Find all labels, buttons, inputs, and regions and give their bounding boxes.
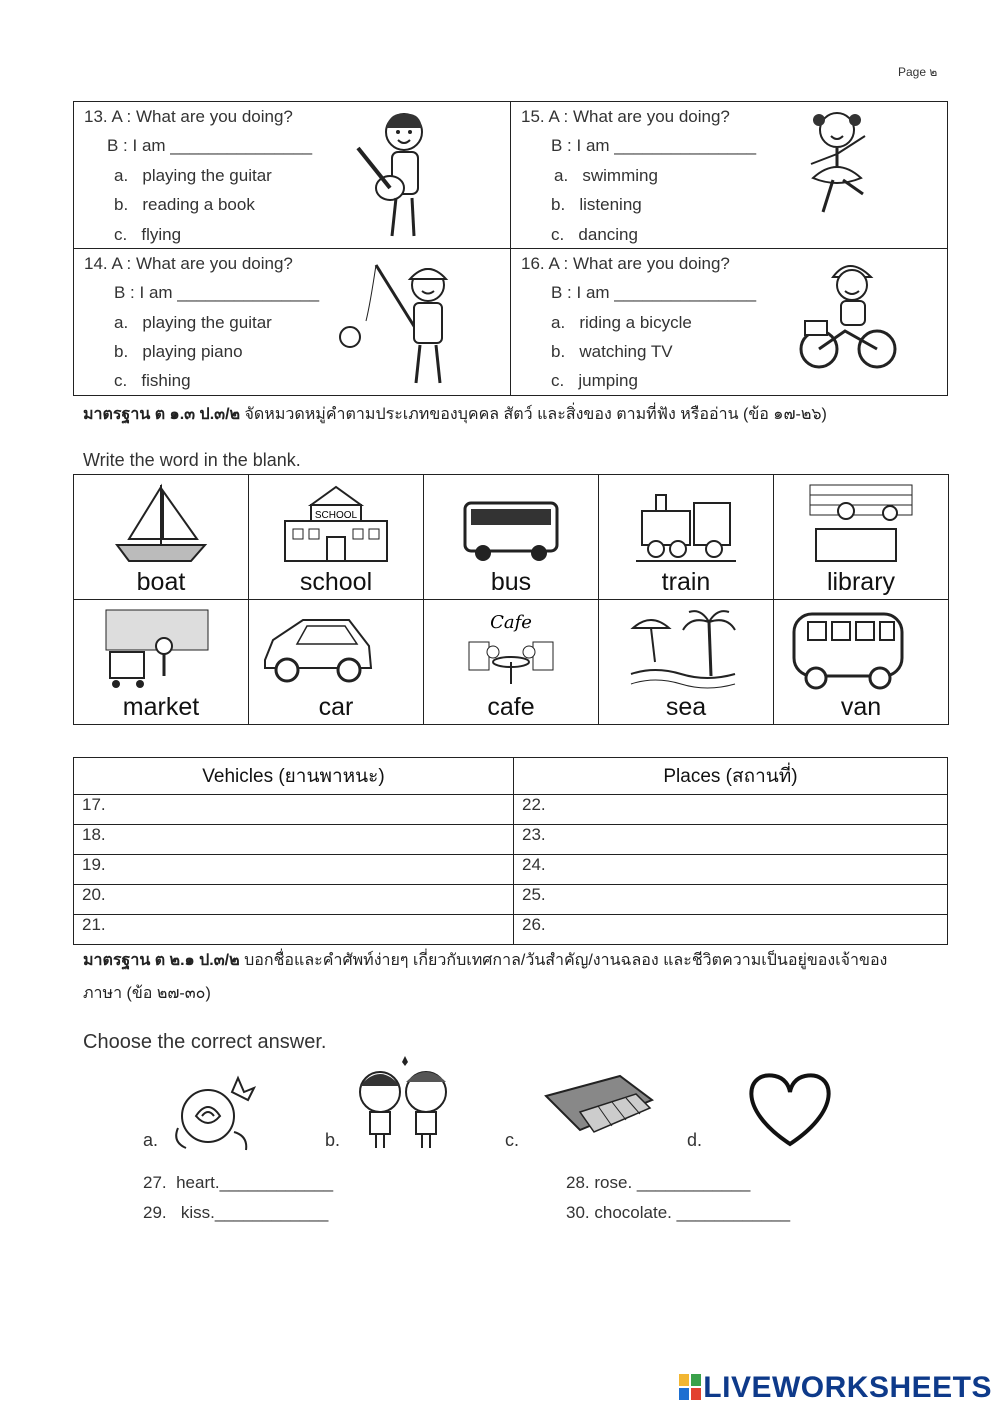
option-b[interactable]: listening (579, 195, 642, 214)
market-icon (102, 606, 212, 690)
logo-text: LIVEWORKSHEETS (703, 1371, 992, 1404)
option-a[interactable]: playing the guitar (142, 313, 272, 332)
question-number: 15. (521, 107, 545, 126)
school-building-icon (281, 481, 391, 565)
girl-dancing-ballet-icon (793, 108, 879, 220)
question-line-b: B : I am _______________ (551, 283, 757, 302)
option-key: a. (551, 313, 566, 332)
word-cell (599, 600, 774, 725)
kiss-icon (350, 1052, 454, 1152)
standard-text: จัดหมวดหมู่คำตามประเภทของบุคคล สัตว์ และสิ่งของ ตามที่ฟัง หรืออ่าน (ข้อ ๑๗-๒๖) (240, 406, 827, 423)
option-b[interactable]: playing piano (142, 342, 243, 361)
word-cell (249, 600, 424, 725)
question-line-b: B : I am _______________ (107, 136, 313, 155)
answer-slot-20[interactable]: 20. (74, 885, 514, 915)
word-label: sea (665, 693, 707, 721)
page-number: Page ๒ (898, 65, 938, 79)
answer-29[interactable] (143, 1203, 328, 1223)
word-cell (774, 475, 949, 600)
answer-slot-17[interactable]: 17. (74, 795, 514, 825)
write-title: Write the word in the blank. (83, 450, 301, 470)
question-line-b: B : I am _______________ (114, 283, 320, 302)
sort-table (73, 757, 948, 945)
boy-fishing-icon (336, 261, 466, 389)
answer-slot-19[interactable]: 19. (74, 855, 514, 885)
van-icon (788, 606, 908, 692)
option-key: a. (114, 313, 129, 332)
train-icon (636, 481, 736, 565)
liveworksheets-logo-icon (679, 1374, 701, 1400)
word-label: bus (490, 568, 532, 596)
option-key: b. (551, 195, 566, 214)
choice-key-a: a. (143, 1130, 159, 1150)
question-number: 16. (521, 254, 545, 273)
option-key: c. (551, 225, 565, 244)
word-label: boat (136, 568, 186, 596)
option-a[interactable]: playing the guitar (142, 166, 272, 185)
standard-code: มาตรฐาน ต ๑.๓ ป.๓/๒ (83, 406, 241, 423)
answer-text: heart.____________ (176, 1173, 334, 1192)
option-key: a. (554, 166, 569, 185)
cafe-icon (461, 606, 561, 690)
answer-slot-25[interactable]: 25. (514, 885, 948, 915)
boy-riding-bicycle-icon (795, 255, 899, 371)
answer-text: rose. ____________ (594, 1173, 751, 1192)
option-key: b. (114, 195, 129, 214)
word-cell (599, 475, 774, 600)
option-b[interactable]: watching TV (579, 342, 673, 361)
option-key: c. (114, 371, 128, 390)
question-cell (74, 249, 511, 396)
vehicles-header: Vehicles (ยานพาหนะ) (74, 758, 514, 795)
standard-line-2 (83, 944, 953, 1010)
choice-key-d: d. (687, 1130, 703, 1150)
places-header: Places (สถานที่) (514, 758, 948, 795)
option-b[interactable]: reading a book (142, 195, 255, 214)
option-a[interactable]: swimming (582, 166, 658, 185)
library-icon (806, 481, 916, 565)
answer-slot-24[interactable]: 24. (514, 855, 948, 885)
sailboat-icon (111, 481, 211, 565)
chocolate-icon (540, 1072, 658, 1138)
option-key: a. (114, 166, 129, 185)
option-c[interactable]: flying (141, 225, 182, 244)
option-c[interactable]: dancing (578, 225, 638, 244)
option-key: b. (114, 342, 129, 361)
option-c[interactable]: fishing (141, 371, 191, 390)
word-label: car (318, 693, 354, 721)
word-picture-table (73, 474, 949, 725)
answer-text: chocolate. ____________ (594, 1203, 791, 1222)
heart-icon (745, 1072, 835, 1148)
word-label: school (299, 568, 373, 596)
standard-text: บอกชื่อและคำศัพท์ง่ายๆ เกี่ยวกับเทศกาล/วันสำคัญ/งานฉลอง และชีวิตความเป็นอยู่ของเจ้าของ (239, 952, 888, 969)
answer-number: 27. (143, 1173, 167, 1192)
option-key: c. (114, 225, 128, 244)
answer-30[interactable] (566, 1203, 790, 1223)
question-number: 14. (84, 254, 108, 273)
word-label: train (661, 568, 711, 596)
answer-slot-22[interactable]: 22. (514, 795, 948, 825)
answer-number: 30. (566, 1203, 590, 1222)
word-cell (74, 600, 249, 725)
question-line-b: B : I am _______________ (551, 136, 757, 155)
word-cell (249, 475, 424, 600)
answer-27[interactable] (143, 1173, 333, 1193)
answer-number: 29. (143, 1203, 167, 1222)
answer-slot-21[interactable]: 21. (74, 915, 514, 945)
option-a[interactable]: riding a bicycle (579, 313, 692, 332)
svg-text:SCHOOL: SCHOOL (314, 510, 358, 521)
word-label: van (840, 693, 882, 721)
bus-icon (461, 481, 561, 565)
answer-slot-18[interactable]: 18. (74, 825, 514, 855)
boy-playing-guitar-icon (352, 110, 442, 244)
question-line-a: A : What are you doing? (548, 107, 730, 126)
standard-code: มาตรฐาน ต ๒.๑ ป.๓/๒ (83, 952, 240, 969)
question-cell (511, 249, 948, 396)
choice-key-c: c. (505, 1130, 520, 1150)
liveworksheets-logo (679, 1371, 992, 1405)
question-grid (73, 101, 948, 396)
word-cell (74, 475, 249, 600)
option-key: b. (551, 342, 566, 361)
word-cell (424, 475, 599, 600)
answer-number: 28. (566, 1173, 590, 1192)
svg-text:Cafe: Cafe (490, 612, 532, 633)
word-label: library (826, 568, 896, 596)
choice-key-b: b. (325, 1130, 341, 1150)
question-number: 13. (84, 107, 108, 126)
rose-icon (172, 1072, 258, 1154)
word-label: cafe (487, 693, 535, 721)
word-cell (424, 600, 599, 725)
answer-slot-23[interactable]: 23. (514, 825, 948, 855)
standard-text-cont: ภาษา (ข้อ ๒๗-๓๐) (83, 985, 211, 1002)
standard-line-1 (83, 398, 827, 431)
question-line-a: A : What are you doing? (111, 107, 293, 126)
answer-slot-26[interactable]: 26. (514, 915, 948, 945)
question-cell (74, 102, 511, 249)
option-key: c. (551, 371, 565, 390)
question-cell (511, 102, 948, 249)
beach-icon (629, 606, 739, 690)
word-label: market (122, 693, 200, 721)
choose-title: Choose the correct answer. (83, 1031, 327, 1053)
word-cell (774, 600, 949, 725)
option-c[interactable]: jumping (578, 371, 638, 390)
car-icon (257, 606, 377, 690)
answer-text: kiss.____________ (180, 1203, 329, 1222)
question-line-a: A : What are you doing? (548, 254, 730, 273)
answer-28[interactable] (566, 1173, 750, 1193)
question-line-a: A : What are you doing? (111, 254, 293, 273)
